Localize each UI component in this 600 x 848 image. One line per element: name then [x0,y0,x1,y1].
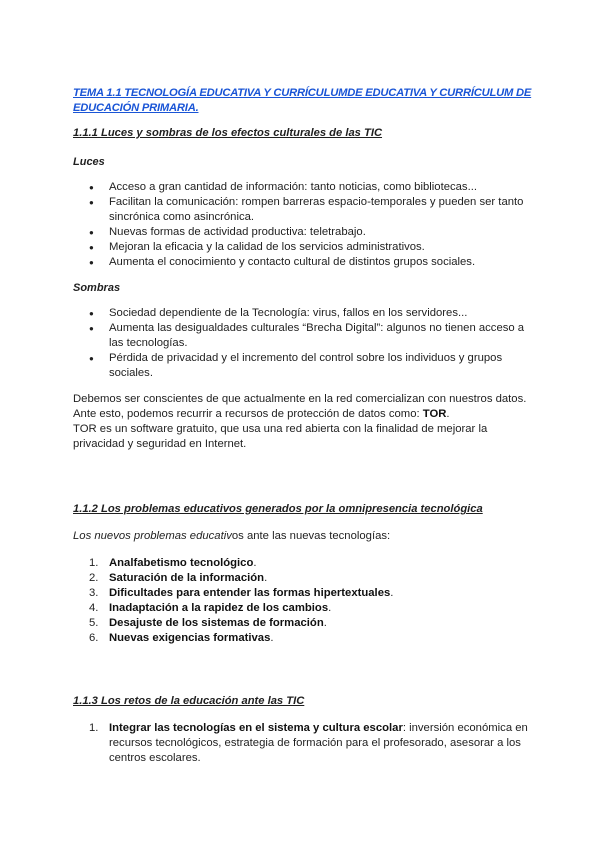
tor-strong: TOR [422,408,447,420]
document-title[interactable]: TEMA 1.1 TECNOLOGÍA EDUCATIVA Y CURRÍCULUMDE EDUCATIVA Y CURRÍCULUM DE EDUCACIÓN PRIMARIA. [73,87,532,114]
item-rest: : inversión económica en recursos tecnológicos, estrategia de formación para el profesorado, asesorar a los centros escolares. [109,722,528,764]
list-item [73,721,533,766]
item-number: 5. [89,617,99,629]
intro-rest: os ante las nuevas tecnologías: [231,530,391,542]
item-text: Nuevas exigencias formativas [109,632,271,644]
item-number: 1. [89,722,99,734]
sombras-list [73,306,533,381]
item-number: 2. [89,572,99,584]
list-item [73,601,533,616]
sombras-label: Sombras [73,282,121,294]
item-dot: . [328,602,332,614]
list-item [73,631,533,646]
para-dot: . [446,408,450,420]
list-item [73,571,533,586]
item-dot: . [264,572,268,584]
problems-intro [73,529,533,544]
list-item: ● Acceso a gran cantidad de información: tanto noticias, como bibliotecas... [73,180,533,195]
intro-italic: Los nuevos problemas educativ [73,530,232,542]
item-number: 6. [89,632,99,644]
item-dot: . [253,557,257,569]
para-line-2: Ante esto, podemos recurrir a recursos de protección de datos como: [73,408,423,420]
list-item: ● Aumenta las desigualdades culturales “Brecha Digital”: algunos no tienen acceso a las tecnologías. [73,321,533,351]
item-dot: . [323,617,327,629]
section-heading-1-1-2: 1.1.2 Los problemas educativos generados por la omnipresencia tecnológica [73,503,483,515]
list-item [73,586,533,601]
item-text: Saturación de la información [109,572,265,584]
privacy-paragraph [73,392,533,452]
item-text: Integrar las tecnologías en el sistema y cultura escolar [109,722,403,734]
luces-list [73,180,533,270]
item-dot: . [270,632,274,644]
list-item: ● Aumenta el conocimiento y contacto cultural de distintos grupos sociales. [73,255,533,270]
section-heading-1-1-1: 1.1.1 Luces y sombras de los efectos culturales de las TIC [73,127,383,139]
list-item: ● Mejoran la eficacia y la calidad de los servicios administrativos. [73,240,533,255]
para-line-1: Debemos ser conscientes de que actualmente en la red comercializan con nuestros datos. [73,393,527,405]
list-item: ● Sociedad dependiente de la Tecnología: virus, fallos en los servidores... [73,306,533,321]
item-text: Desajuste de los sistemas de formación [109,617,324,629]
list-item [73,616,533,631]
list-item: ● Pérdida de privacidad y el incremento del control sobre los individuos y grupos sociales. [73,351,533,381]
item-text: Dificultades para entender las formas hipertextuales [109,587,391,599]
item-number: 4. [89,602,99,614]
para-line-3: TOR es un software gratuito, que usa una red abierta con la finalidad de mejorar la privacidad y seguridad en Internet. [73,423,488,450]
challenges-list [73,721,533,766]
luces-label: Luces [73,156,105,168]
list-item: ● Nuevas formas de actividad productiva: teletrabajo. [73,225,533,240]
problems-list [73,556,533,646]
list-item [73,556,533,571]
item-text: Analfabetismo tecnológico [109,557,254,569]
item-dot: . [390,587,394,599]
section-heading-1-1-3: 1.1.3 Los retos de la educación ante las TIC [73,695,305,707]
item-number: 1. [89,557,99,569]
item-text: Inadaptación a la rapidez de los cambios [109,602,329,614]
item-number: 3. [89,587,99,599]
list-item: ● Facilitan la comunicación: rompen barreras espacio-temporales y pueden ser tanto sincrónica como asincrónica. [73,195,533,225]
